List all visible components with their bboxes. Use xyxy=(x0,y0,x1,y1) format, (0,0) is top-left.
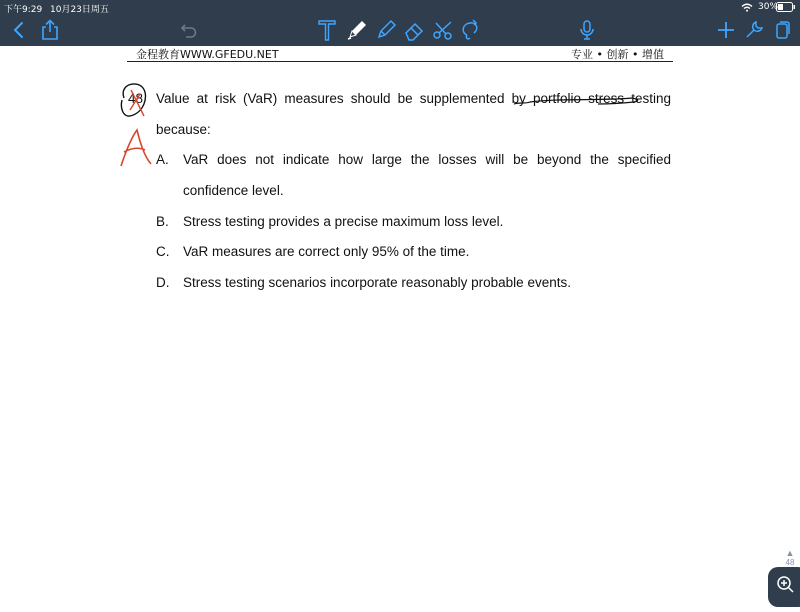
document-page[interactable] xyxy=(0,46,800,600)
microphone-icon[interactable] xyxy=(573,16,601,44)
back-icon[interactable] xyxy=(5,16,33,44)
highlighter-icon[interactable] xyxy=(372,16,400,44)
scissors-icon[interactable] xyxy=(429,16,457,44)
option-b-letter: B. xyxy=(156,214,169,229)
status-time: 下午9:29 xyxy=(4,5,43,15)
document-header-left: 金程教育WWW.GFEDU.NET xyxy=(136,48,279,61)
option-c-text: VaR measures are correct only 95% of the time. xyxy=(183,244,470,259)
undo-icon[interactable] xyxy=(175,16,203,44)
eraser-icon[interactable] xyxy=(400,16,428,44)
current-page-number: 48 xyxy=(785,558,795,567)
wifi-icon xyxy=(739,0,755,14)
text-tool-icon[interactable] xyxy=(313,16,341,44)
share-icon[interactable] xyxy=(36,16,64,44)
question-stem-line2: because: xyxy=(156,122,211,137)
pen-icon[interactable] xyxy=(343,16,371,44)
handwritten-answer-a xyxy=(121,130,151,166)
handwritten-cross-mark xyxy=(130,90,144,116)
page-up-icon[interactable]: ▲ xyxy=(785,548,795,558)
top-toolbar xyxy=(0,0,800,46)
handwritten-underline xyxy=(514,98,638,104)
battery-icon xyxy=(775,0,797,14)
zoom-icon xyxy=(768,567,800,607)
zoom-button[interactable] xyxy=(768,567,800,607)
document-header-right: 专业 • 创新 • 增值 xyxy=(571,48,664,61)
option-a-letter: A. xyxy=(156,152,169,167)
option-b-text: Stress testing provides a precise maximum loss level. xyxy=(183,214,504,229)
battery-percentage: 30% xyxy=(758,2,779,12)
handwriting-layer xyxy=(0,46,800,600)
question-number: 48 xyxy=(128,91,144,106)
lasso-icon[interactable] xyxy=(456,16,484,44)
add-icon[interactable] xyxy=(712,16,740,44)
wrench-icon[interactable] xyxy=(740,16,768,44)
status-date: 10月23日周五 xyxy=(50,5,109,15)
option-a-text: VaR does not indicate how large the losses will be beyond the specified xyxy=(183,152,671,167)
question-stem-line1: Value at risk (VaR) measures should be supplemented by portfolio stress testing xyxy=(156,91,671,106)
option-d-letter: D. xyxy=(156,275,170,290)
option-c-letter: C. xyxy=(156,244,170,259)
pages-icon[interactable] xyxy=(768,16,796,44)
option-a-text-line2: confidence level. xyxy=(183,183,284,198)
option-d-text: Stress testing scenarios incorporate reasonably probable events. xyxy=(183,275,571,290)
